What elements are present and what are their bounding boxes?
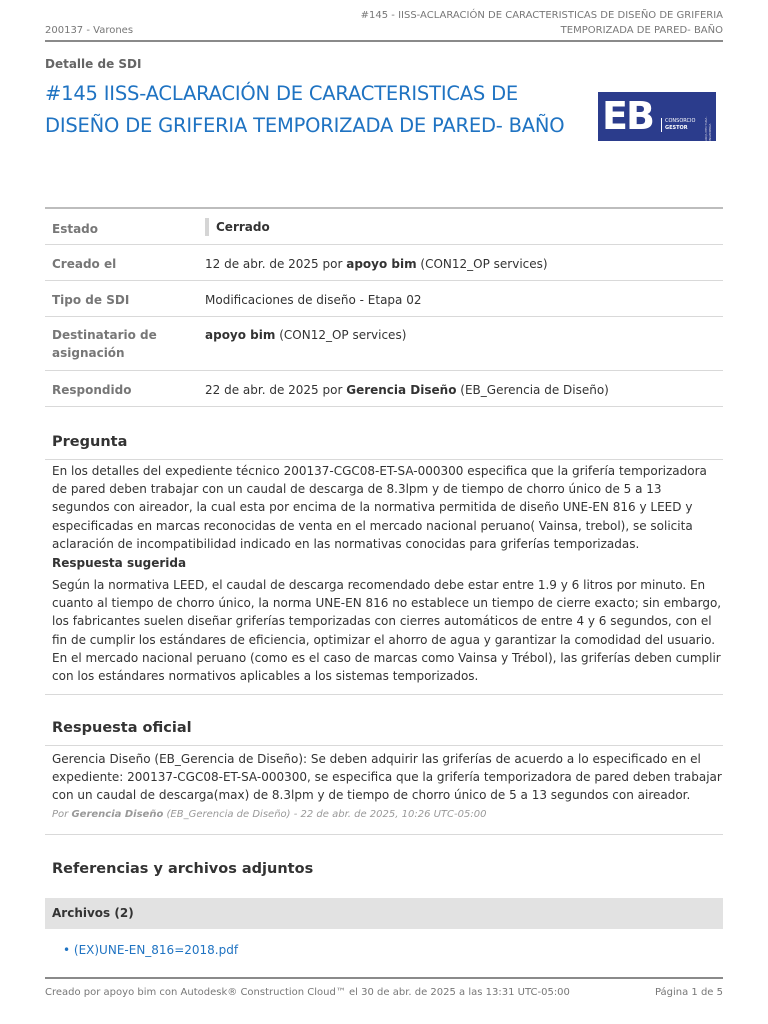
page-number: Página 1 de 5 bbox=[654, 987, 723, 998]
respondido-user: Gerencia Diseño bbox=[346, 382, 457, 397]
header-title bbox=[323, 9, 723, 38]
respondido-cell bbox=[198, 370, 723, 406]
detail-label: Detalle de SDI bbox=[45, 57, 142, 71]
suggested-divider bbox=[45, 694, 723, 695]
header-project: 200137 - Varones bbox=[45, 25, 134, 36]
row-creado bbox=[45, 244, 723, 280]
respondido-label: Respondido bbox=[45, 370, 198, 406]
logo-line1: CONSORCIO bbox=[665, 118, 696, 124]
estado-label: Estado bbox=[45, 208, 198, 244]
suggested-text: Según la normativa LEED, el caudal de descarga recomendado debe estar entre 1.9 y 6 litros por minuto. En cuanto al tiempo de chorro único, la norma UNE-EN 816 no establece un tiempo de cierre exacto; sin embargo, los fabricantes suelen diseñar griferías temporizadas con cierres automáticos de entre 4 y 6 segundos, con el fin de cumplir los estándares de eficiencia, optimizar el ahorro de agua y garantizar la comodidad del usuario. En el mercado nacional peruano (como es el caso de marcas como Vainsa y Trébol), las griferías deben cumplir con los estándares normativos aplicables a los sistemas temporizados. bbox=[52, 578, 722, 684]
row-tipo bbox=[45, 280, 723, 316]
respondido-org: (EB_Gerencia de Diseño) bbox=[456, 382, 609, 397]
question-title: Pregunta bbox=[52, 434, 128, 450]
respondido-date: 22 de abr. de 2025 por bbox=[205, 382, 347, 397]
creado-cell bbox=[198, 244, 723, 280]
creado-org: (CON12_OP services) bbox=[416, 256, 548, 271]
official-title: Respuesta oficial bbox=[52, 720, 192, 736]
destinatario-org: (CON12_OP services) bbox=[275, 327, 407, 342]
files-count: Archivos (2) bbox=[52, 906, 134, 920]
logo-side-text: ARQUITECTURA · INGENIERÍA bbox=[704, 115, 712, 141]
destinatario-user: apoyo bim bbox=[205, 327, 276, 342]
logo-separator bbox=[661, 118, 662, 132]
row-estado bbox=[45, 208, 723, 244]
suggested-title: Respuesta sugerida bbox=[52, 556, 187, 570]
page-footer bbox=[45, 977, 723, 998]
references-title: Referencias y archivos adjuntos bbox=[52, 861, 314, 877]
official-divider bbox=[45, 745, 723, 746]
files-header bbox=[45, 898, 723, 929]
info-table bbox=[45, 207, 723, 407]
official-meta bbox=[52, 809, 486, 820]
row-respondido bbox=[45, 370, 723, 406]
meta-user: Gerencia Diseño bbox=[71, 809, 164, 820]
status-indicator bbox=[205, 218, 209, 236]
logo-line2: GESTOR bbox=[665, 125, 688, 131]
tipo-label: Tipo de SDI bbox=[45, 280, 198, 316]
creado-user: apoyo bim bbox=[346, 256, 417, 271]
row-destinatario bbox=[45, 316, 723, 370]
official-bottom-divider bbox=[45, 834, 723, 835]
meta-prefix: Por bbox=[52, 809, 72, 820]
footer-created: Creado por apoyo bim con Autodesk® Construction Cloud™ el 30 de abr. de 2025 a las 13:31 UTC-05:00 bbox=[45, 987, 570, 998]
estado-cell bbox=[198, 208, 723, 244]
creado-date: 12 de abr. de 2025 por bbox=[205, 256, 347, 271]
destinatario-label: Destinatario de asignación bbox=[45, 316, 198, 370]
logo-mark: EB bbox=[602, 94, 653, 138]
question-text: En los detalles del expediente técnico 200137-CGC08-ET-SA-000300 especifica que la grifería temporizadora de pared deben trabajar con un caudal de descarga de 8.3lpm y de tiempo de chorro único de 5 a 13 segundos con aireador, la cual esta por encima de la normativa permitida de diseño UNE-EN 816 y LEED y especificadas en marcas reconocidas de venta en el mercado nacional peruano( Vainsa, trebol), se solicita aclaración de incompatibilidad indicado en las normativas conocidas para griferías temporizadas. bbox=[52, 464, 707, 551]
official-text: Gerencia Diseño (EB_Gerencia de Diseño): Se deben adquirir las griferías de acuerdo a lo especificado en el expediente: 200137-CGC08-ET-SA-000300, se especifica que la grifería temporizadora de pared deben trabajar con un caudal de descarga(max) de 8.3lpm y de tiempo de chorro único de 5 a 13 segundos con aireador. bbox=[52, 752, 722, 803]
question-divider bbox=[45, 459, 723, 460]
file-link[interactable]: • (EX)UNE-EN_816=2018.pdf bbox=[63, 943, 239, 957]
header-title-line2: TEMPORIZADA DE PARED- BAÑO bbox=[560, 24, 723, 36]
page-title: #145 IISS-ACLARACIÓN DE CARACTERISTICAS DE DISEÑO DE GRIFERIA TEMPORIZADA DE PARED- BAÑO bbox=[45, 82, 565, 137]
creado-label: Creado el bbox=[45, 244, 198, 280]
destinatario-cell bbox=[198, 316, 723, 370]
tipo-value: Modificaciones de diseño - Etapa 02 bbox=[198, 280, 723, 316]
header-title-line1: #145 - IISS-ACLARACIÓN DE CARACTERISTICAS DE DISEÑO DE GRIFERIA bbox=[360, 10, 723, 21]
page-header bbox=[45, 0, 723, 42]
status-badge: Cerrado bbox=[216, 220, 270, 234]
meta-rest: (EB_Gerencia de Diseño) - 22 de abr. de 2025, 10:26 UTC-05:00 bbox=[163, 809, 487, 820]
company-logo bbox=[598, 92, 716, 141]
